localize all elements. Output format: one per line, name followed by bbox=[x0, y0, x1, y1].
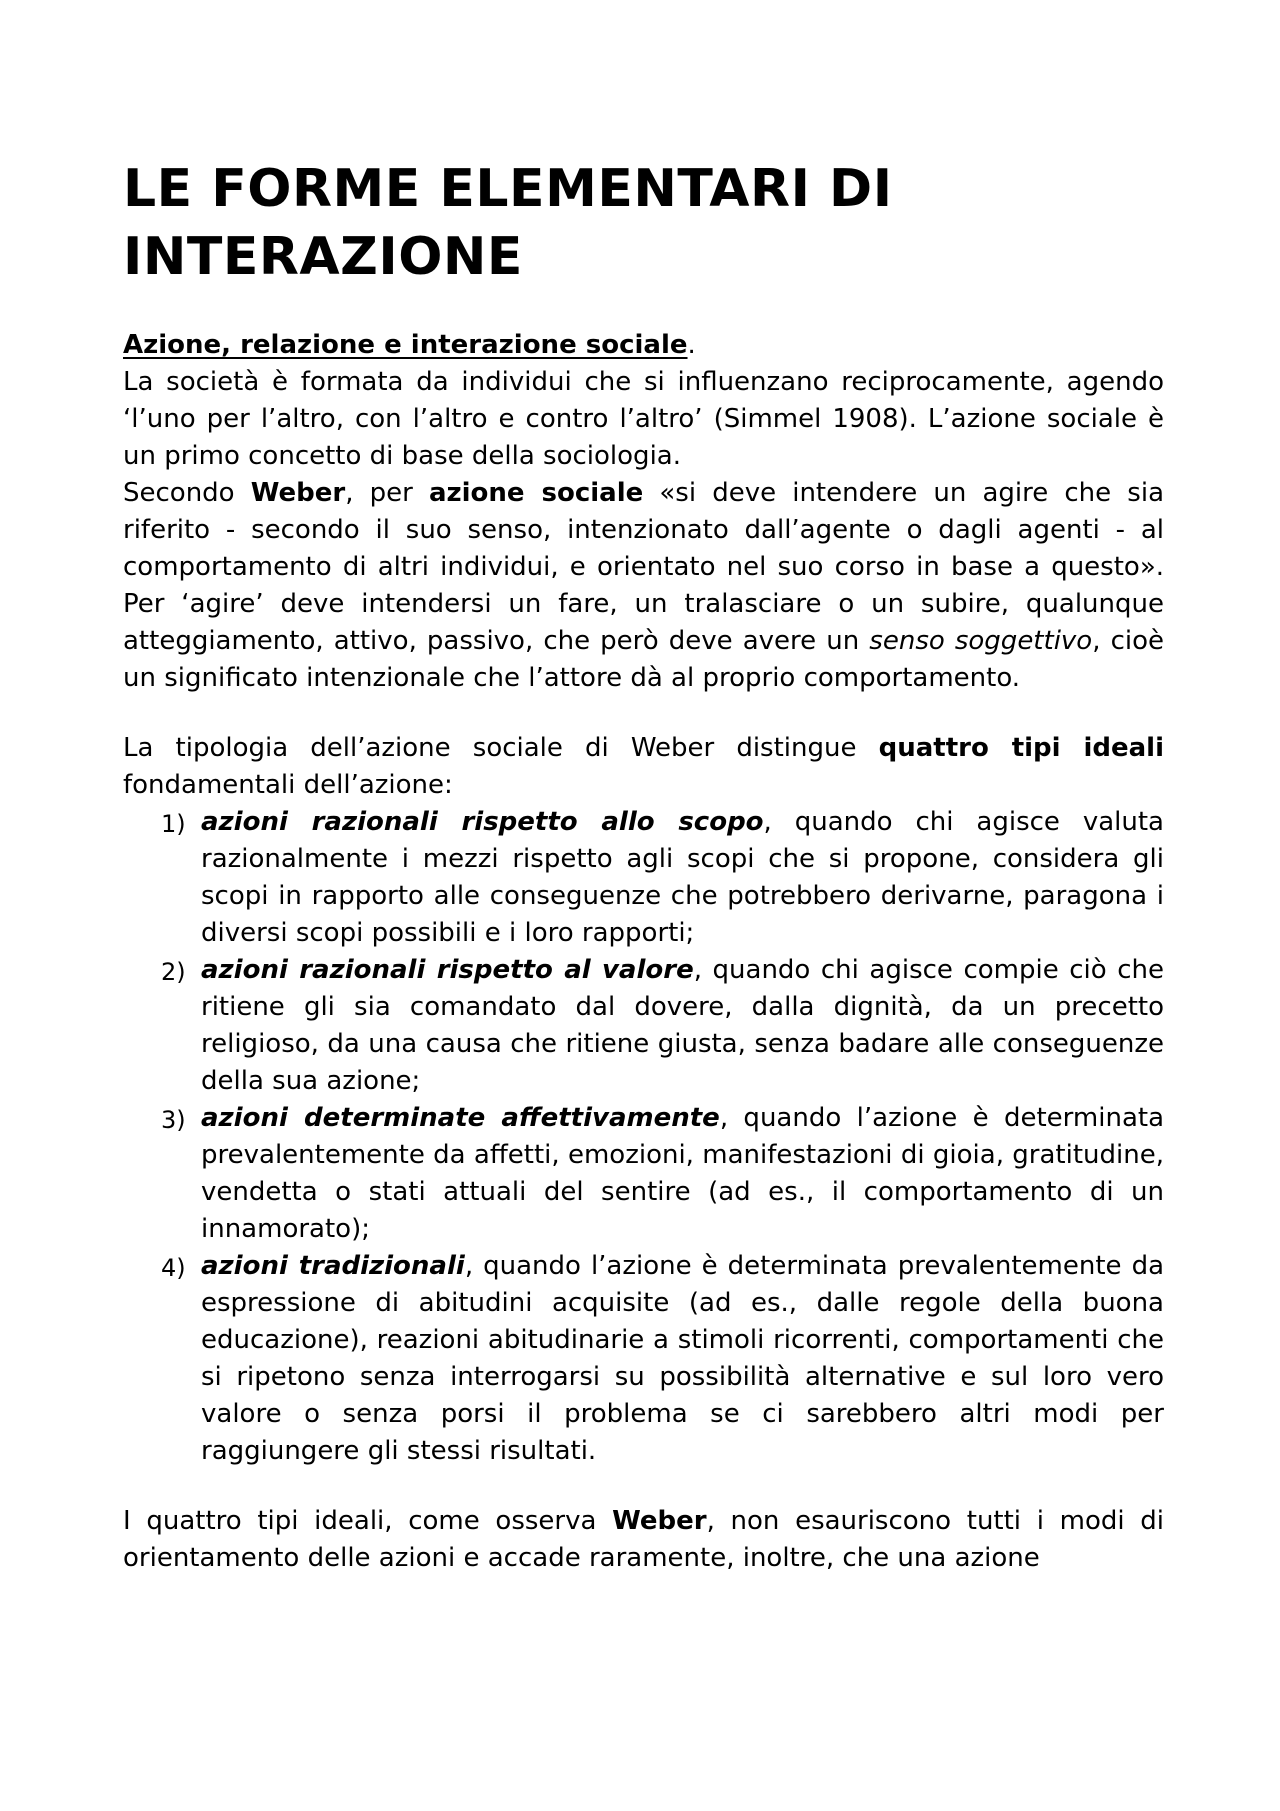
list-item bbox=[123, 1100, 1164, 1248]
text-fragment: La tipologia dell’azione sociale di Weber distingue bbox=[123, 733, 879, 763]
list-term: azioni tradizionali bbox=[201, 1251, 465, 1281]
paragraph-typology bbox=[123, 730, 1164, 804]
action-types-list bbox=[123, 804, 1164, 1470]
bold-azione-sociale: azione sociale bbox=[428, 478, 644, 508]
list-number: 3) bbox=[161, 1106, 186, 1134]
list-item bbox=[123, 804, 1164, 952]
section-heading bbox=[123, 327, 1164, 364]
text-fragment: «si deve intendere un agire che sia riferito - secondo il suo senso, intenzionato dall’agente o dagli agenti - al comportamento di altri individui, e orientato nel suo corso in base a questo». Per ‘agire’ deve intendersi un fare, un tralasciare o un subire, qualunque atteggiamento, attivo, passivo, che però deve avere un bbox=[123, 478, 1164, 656]
document-body bbox=[123, 155, 1164, 1577]
list-term: azioni razionali rispetto allo scopo bbox=[201, 807, 764, 837]
section-heading-text: Azione, relazione e interazione sociale bbox=[123, 330, 688, 360]
list-item bbox=[123, 1248, 1164, 1470]
list-text: , quando chi agisce valuta razionalmente i mezzi rispetto agli scopi che si propone, considera gli scopi in rapporto alle conseguenze che potrebbero derivarne, paragona i diversi scopi possibili e i loro rapporti; bbox=[201, 807, 1164, 948]
paragraph-conclusion bbox=[123, 1503, 1164, 1577]
list-number: 1) bbox=[161, 810, 186, 838]
bold-quattro-tipi-ideali: quattro tipi ideali bbox=[878, 733, 1164, 763]
text-fragment: , non esauriscono tutti i modi di orientamento delle azioni e accade raramente, inoltre, che una azione bbox=[123, 1506, 1164, 1573]
list-text: , quando l’azione è determinata prevalentemente da espressione di abitudini acquisite (ad es., dalle regole della buona educazione), reazioni abitudinarie a stimoli ricorrenti, comportamenti che si ripetono senza interrogarsi su possibilità alternative e sul loro vero valore o senza porsi il problema se ci sarebbero altri modi per raggiungere gli stessi risultati. bbox=[201, 1251, 1165, 1466]
paragraph-intro: La società è formata da individui che si influenzano reciprocamente, agendo ‘l’uno per l’altro, con l’altro e contro l’altro’ (Simmel 1908). L’azione sociale è un primo concetto di base della sociologia. bbox=[123, 367, 1164, 471]
bold-weber: Weber bbox=[612, 1506, 707, 1536]
list-item bbox=[123, 952, 1164, 1100]
list-number: 4) bbox=[161, 1254, 186, 1282]
paragraph-gap bbox=[123, 1470, 1164, 1503]
italic-senso-soggettivo: senso soggettivo bbox=[869, 626, 1093, 656]
text-fragment: , per bbox=[345, 478, 429, 508]
list-text: , quando chi agisce compie ciò che ritiene gli sia comandato dal dovere, dalla dignità, da un precetto religioso, da una causa che ritiene giusta, senza badare alle conseguenze della sua azione; bbox=[201, 955, 1164, 1096]
text-fragment: I quattro tipi ideali, come osserva bbox=[123, 1506, 613, 1536]
text-fragment: Secondo bbox=[123, 478, 251, 508]
paragraph-weber-definition bbox=[123, 475, 1164, 697]
section-heading-period: . bbox=[687, 330, 696, 360]
bold-weber: Weber bbox=[250, 478, 346, 508]
text-fragment: , cioè un significato intenzionale che l’attore dà al proprio comportamento. bbox=[123, 626, 1164, 693]
page-title: LE FORME ELEMENTARI DI INTERAZIONE bbox=[123, 159, 893, 287]
text-fragment: fondamentali dell’azione: bbox=[123, 770, 453, 800]
list-text: , quando l’azione è determinata prevalentemente da affetti, emozioni, manifestazioni di gioia, gratitudine, vendetta o stati attuali del sentire (ad es., il comportamento di un innamorato); bbox=[201, 1103, 1164, 1244]
list-term: azioni determinate affettivamente bbox=[201, 1103, 720, 1133]
list-term: azioni razionali rispetto al valore bbox=[201, 955, 694, 985]
paragraph-gap bbox=[123, 697, 1164, 730]
list-number: 2) bbox=[161, 958, 186, 986]
